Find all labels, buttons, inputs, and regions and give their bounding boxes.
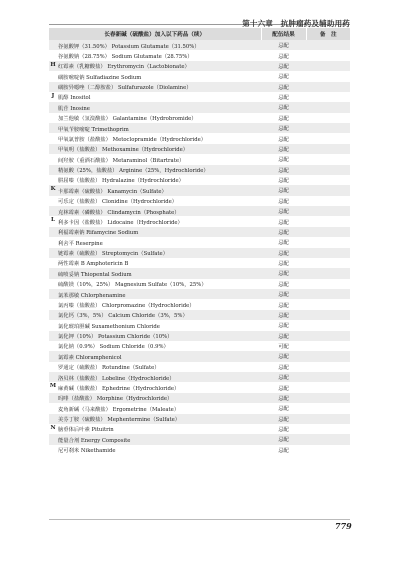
drug-cell [49,279,261,289]
drug-name: 氯化钙（3%，5%） Calcium Chloride（3%，5%） [58,313,188,320]
table-row [49,102,350,112]
remark-cell [306,92,350,102]
drug-cell [49,372,261,382]
table-row [49,289,350,299]
compatibility-result: 忌配 [261,414,306,424]
compatibility-result: 忌配 [261,206,306,216]
drug-name: 两性霉素 B Amphotericin B [58,261,129,268]
compatibility-result: 忌配 [261,50,306,60]
drug-cell [49,82,261,92]
chapter-title: 第十六章 抗肿瘤药及辅助用药 [242,19,350,28]
drug-cell [49,165,261,175]
table-row [49,165,350,175]
table-row [49,341,350,351]
drug-cell [49,144,261,154]
drug-name: 氯苯那敏 Chlorphenamine [58,292,126,299]
remark-cell [306,102,350,112]
remark-cell [306,258,350,268]
drug-cell [49,113,261,123]
compatibility-result: 忌配 [261,289,306,299]
remark-cell [306,331,350,341]
index-letter: N [50,424,56,431]
remark-cell [306,113,350,123]
table-row [49,206,350,216]
drug-name: 甲氧苄胺嘧啶 Trimethoprim [58,126,129,133]
remark-cell [306,154,350,164]
table-row [49,227,350,237]
table-row [49,362,350,372]
drug-cell [49,40,261,50]
compatibility-result: 忌配 [261,320,306,330]
table-header-row [49,28,350,40]
drug-cell [49,248,261,258]
drug-cell [49,133,261,143]
drug-cell [49,206,261,216]
drug-name: 利多卡因（盐酸盐） Lidocaine（Hydrochloride） [58,219,183,226]
remark-cell [306,133,350,143]
compatibility-result: 忌配 [261,382,306,392]
remark-cell [306,351,350,361]
remark-cell [306,82,350,92]
remark-cell [306,50,350,60]
remark-cell [306,71,350,81]
drug-name: 能量合剂 Energy Composite [58,437,131,444]
table-row [49,299,350,309]
drug-name: 脑垂体后叶素 Pituitrin [58,427,114,434]
page-header [49,11,350,28]
compatibility-result: 忌配 [261,40,306,50]
drug-cell [49,299,261,309]
remark-cell [306,185,350,195]
column-header-result: 配伍结果 [261,28,306,40]
column-header-note: 备 注 [306,28,350,40]
compatibility-result: 忌配 [261,268,306,278]
drug-cell [49,196,261,206]
compatibility-result: 忌配 [261,196,306,206]
remark-cell [306,372,350,382]
drug-name: 肼屈嗪（盐酸盐） Hydralazine（Hydrochloride） [58,178,184,185]
drug-cell [49,445,261,455]
remark-cell [306,445,350,455]
compatibility-result: 忌配 [261,102,306,112]
drug-cell [49,258,261,268]
compatibility-table [49,28,350,455]
drug-name: 氯丙嗪（盐酸盐） Chlorpromazine（Hydrochloride） [58,302,195,309]
drug-name: 氯化钠（0.9%） Sodium Chloride（0.9%） [58,344,169,351]
remark-cell [306,268,350,278]
drug-cell [49,403,261,413]
table-row [49,237,350,247]
drug-name: 肌苷 Inosine [58,105,90,112]
remark-cell [306,196,350,206]
drug-name: 可乐定（盐酸盐） Clonidine（Hydrochloride） [58,199,178,206]
compatibility-result: 忌配 [261,144,306,154]
compatibility-result: 忌配 [261,227,306,237]
drug-cell [49,341,261,351]
remark-cell [306,248,350,258]
remark-cell [306,403,350,413]
table-row [49,258,350,268]
compatibility-result: 忌配 [261,372,306,382]
table-row [49,320,350,330]
column-header-drug: 长春新碱（硫酸盐）加入以下药品（续） [49,28,261,40]
remark-cell [306,289,350,299]
remark-cell [306,206,350,216]
compatibility-result: 忌配 [261,71,306,81]
drug-cell [49,351,261,361]
remark-cell [306,279,350,289]
table-row [49,196,350,206]
drug-name: 谷氨酸钾（31.50%） Potassium Glutamate（31.50%） [58,43,200,50]
table-row [49,310,350,320]
index-letter: K [50,186,56,193]
compatibility-result: 忌配 [261,393,306,403]
drug-name: 甲氧氯普胺（盐酸盐） Metoclopramide（Hydrochloride） [58,136,207,143]
remark-cell [306,61,350,71]
table-row [49,154,350,164]
drug-cell [49,331,261,341]
drug-cell [49,424,261,434]
drug-cell [49,393,261,403]
remark-cell [306,382,350,392]
drug-name: 卡那霉素（硫酸盐） Kanamycin（Sulfate） [58,188,167,195]
compatibility-result: 忌配 [261,165,306,175]
index-letter: J [51,92,55,99]
drug-name: 罗通定（硫酸盐） Rotundine（Sulfate） [58,365,160,372]
compatibility-result: 忌配 [261,154,306,164]
drug-name: 肌醇 Inositol [58,95,91,102]
remark-cell [306,175,350,185]
table-row [49,351,350,361]
drug-name: 甲氧明（盐酸盐） Methoxamine（Hydrochloride） [58,147,189,154]
table-row [49,144,350,154]
index-letter: M [49,383,57,390]
drug-cell [49,175,261,185]
table-row [49,113,350,123]
drug-cell [49,61,261,71]
footer-divider [49,519,350,520]
remark-cell [306,414,350,424]
compatibility-result: 忌配 [261,82,306,92]
drug-cell [49,71,261,81]
drug-cell [49,237,261,247]
table-row [49,216,350,226]
compatibility-result: 忌配 [261,216,306,226]
remark-cell [306,434,350,444]
drug-name: 利福霉素钠 Rifamycine Sodium [58,230,139,237]
table-row [49,82,350,92]
drug-cell [49,289,261,299]
compatibility-result: 忌配 [261,175,306,185]
table-row [49,185,350,195]
compatibility-result: 忌配 [261,61,306,71]
remark-cell [306,310,350,320]
compatibility-result: 忌配 [261,92,306,102]
table-body [49,40,350,455]
drug-name: 美芬丁胺（硫酸盐） Mephentermine（Sulfate） [58,417,181,423]
compatibility-result: 忌配 [261,331,306,341]
drug-cell [49,123,261,133]
compatibility-result: 忌配 [261,123,306,133]
compatibility-result: 可配 [261,341,306,351]
table-row [49,393,350,403]
drug-name: 麻黄碱（盐酸盐） Ephedrine（Hydrochloride） [58,385,180,392]
drug-name: 洛贝林（盐酸盐） Lobeline（Hydrochloride） [58,375,175,382]
table-row [49,403,350,413]
drug-cell [49,268,261,278]
remark-cell [306,393,350,403]
drug-cell [49,414,261,424]
table-row [49,331,350,341]
table-row [49,248,350,258]
remark-cell [306,227,350,237]
drug-name: 红霉素（乳糖酸盐） Erythromycin（Lactobionate） [58,64,190,71]
table-row [49,123,350,133]
compatibility-result: 忌配 [261,185,306,195]
compatibility-result: 忌配 [261,237,306,247]
drug-name: 氯霉素 Chloramphenicol [58,354,122,361]
drug-name: 精氨酸（25%，盐酸盐） Arginine（25%，Hydrochloride） [58,168,209,174]
compatibility-result: 忌配 [261,310,306,320]
table-row [49,414,350,424]
table-row [49,133,350,143]
compatibility-result: 忌配 [261,362,306,372]
remark-cell [306,165,350,175]
drug-name: 链霉素（硫酸盐） Streptomycin（Sulfate） [58,251,168,257]
drug-name: 氯化琥珀胆碱 Suxamethonium Chloride [58,323,160,330]
remark-cell [306,237,350,247]
drug-cell [49,216,261,226]
table-row [49,50,350,60]
drug-name: 利舍平 Reserpine [58,240,103,247]
table-row [49,71,350,81]
table-row [49,175,350,185]
index-letter: L [51,217,55,224]
drug-cell [49,154,261,164]
drug-name: 磺胺嘧啶钠 Sulfadiazine Sodium [58,74,142,81]
compatibility-result: 忌配 [261,133,306,143]
compatibility-result: 忌配 [261,279,306,289]
compatibility-result: 忌配 [261,248,306,258]
remark-cell [306,123,350,133]
drug-cell [49,434,261,444]
drug-cell [49,362,261,372]
table-row [49,92,350,102]
drug-cell [49,320,261,330]
drug-name: 谷氨酸钠（28.75%） Sodium Glutamate（28.75%） [58,53,193,60]
remark-cell [306,362,350,372]
drug-cell [49,382,261,392]
table-row [49,424,350,434]
drug-cell [49,185,261,195]
drug-name: 磺胺异噁唑（二醇胺盐） Sulfafurazole（Diolamine） [58,85,192,91]
remark-cell [306,299,350,309]
table-row [49,372,350,382]
drug-name: 氯化钾（10%） Potassium Chloride（10%） [58,334,173,340]
table-row [49,434,350,444]
remark-cell [306,341,350,351]
table-row [49,61,350,71]
drug-name: 硫喷妥钠 Thiopental Sodium [58,271,132,278]
drug-cell [49,310,261,320]
table-row [49,268,350,278]
compatibility-result: 忌配 [261,258,306,268]
compatibility-result: 忌配 [261,403,306,413]
remark-cell [306,320,350,330]
page-number: 779 [335,521,352,531]
drug-name: 克林霉素（磷酸盐） Clindamycin（Phosphate） [58,209,180,216]
table-row [49,382,350,392]
remark-cell [306,144,350,154]
compatibility-result: 忌配 [261,351,306,361]
drug-cell [49,102,261,112]
drug-cell [49,227,261,237]
drug-name: 加兰他敏（氢溴酸盐） Galantamine（Hydrobromide） [58,116,197,123]
remark-cell [306,424,350,434]
drug-cell [49,50,261,60]
compatibility-result: 忌配 [261,113,306,123]
drug-name: 吗啡（盐酸盐） Morphine（Hydrochloride） [58,396,173,403]
compatibility-result: 忌配 [261,434,306,444]
compatibility-result: 忌配 [261,424,306,434]
drug-name: 麦角新碱（马来酸盐） Ergometrine（Maleate） [58,406,180,413]
compatibility-result: 忌配 [261,299,306,309]
remark-cell [306,40,350,50]
table-row [49,40,350,50]
index-letter: H [50,61,56,68]
table-row [49,445,350,455]
drug-cell [49,92,261,102]
drug-name: 尼可刹米 Nikethamide [58,448,116,455]
drug-name: 硫酸镁（10%，25%） Magnesium Sulfate（10%，25%） [58,282,207,289]
remark-cell [306,216,350,226]
drug-name: 间羟胺（重酒石酸盐） Metaraminol（Bitartrate） [58,157,185,164]
compatibility-result: 忌配 [261,445,306,455]
table-row [49,279,350,289]
